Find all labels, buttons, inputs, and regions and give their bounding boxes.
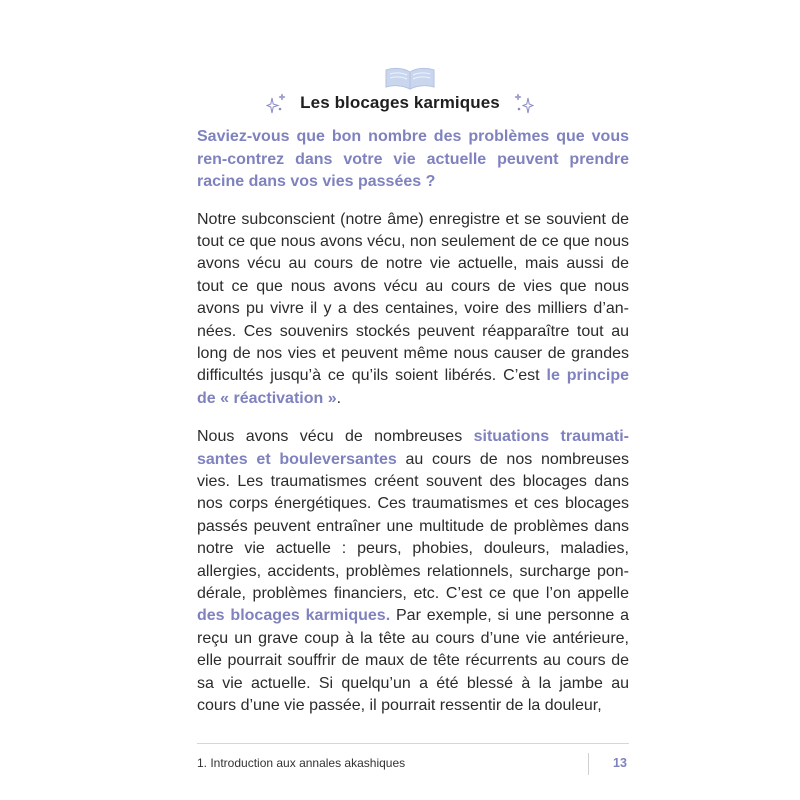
footer-separator bbox=[588, 753, 589, 775]
paragraph-end: . bbox=[336, 389, 342, 407]
paragraph-text: Nous avons vécu de nombreuses bbox=[197, 428, 474, 446]
section-header bbox=[0, 92, 800, 114]
paragraph-text: Par exemple, si une personne a reçu un grave coup à la tête au cours d’une vie antérieure, elle pourrait souffrir de maux de tête récurrents au cours de sa vie actuelle. Si quelqu’un a été blessé à la jambe au cours d’une vie passée, il pourrait ressentir de la douleur, bbox=[197, 607, 629, 715]
highlight-traumatic-situations: situations traumati-santes et bouleversantes bbox=[197, 428, 629, 468]
footer-divider bbox=[197, 743, 629, 744]
highlight-reactivation: le principe de « réactivation » bbox=[197, 367, 629, 407]
paragraph-subconscious bbox=[197, 209, 629, 411]
sparkle-icon bbox=[266, 92, 290, 114]
paragraph-karmic-blockages bbox=[197, 426, 629, 717]
page-number: 13 bbox=[613, 756, 627, 770]
page-title: Les blocages karmiques bbox=[300, 93, 500, 112]
paragraph-text: Notre subconscient (notre âme) enregistre et se souvient de tout ce que nous avons vécu, non seulement de ce que nous avons vécu au cours de notre vie actuelle, mais aussi de tout ce que nous avons vécu au cours de vies que nous avons pu vivre il y a des centaines, voire des milliers d’an-nées. Ces souvenirs stockés peuvent réapparaître tout au long de nos vies et peuvent même nous causer de grandes difficultés jusqu’à ce qu’ils soient libérés. C’est bbox=[197, 210, 629, 385]
intro-question: Saviez-vous que bon nombre des problèmes que vous ren-contrez dans votre vie actuelle peuvent prendre racine dans vos vies passées ? bbox=[197, 128, 629, 190]
highlight-karmic-blockages: des blocages karmiques. bbox=[197, 607, 391, 625]
paragraph-text: au cours de nos nombreuses vies. Les traumatismes créent souvent des blocages dans nos corps énergétiques. Ces traumatismes et ces blocages passés peuvent entraîner une multitude de problèmes dans notre vie actuelle : peurs, phobies, douleurs, maladies, allergies, accidents, problèmes relationnels, surcharge pon-dérale, problèmes financiers, etc. C’est ce que l’on appelle bbox=[197, 450, 629, 602]
sparkle-icon bbox=[510, 92, 534, 114]
open-book-icon bbox=[384, 66, 436, 90]
page-body bbox=[197, 126, 629, 733]
footer-chapter: 1. Introduction aux annales akashiques bbox=[197, 756, 406, 770]
